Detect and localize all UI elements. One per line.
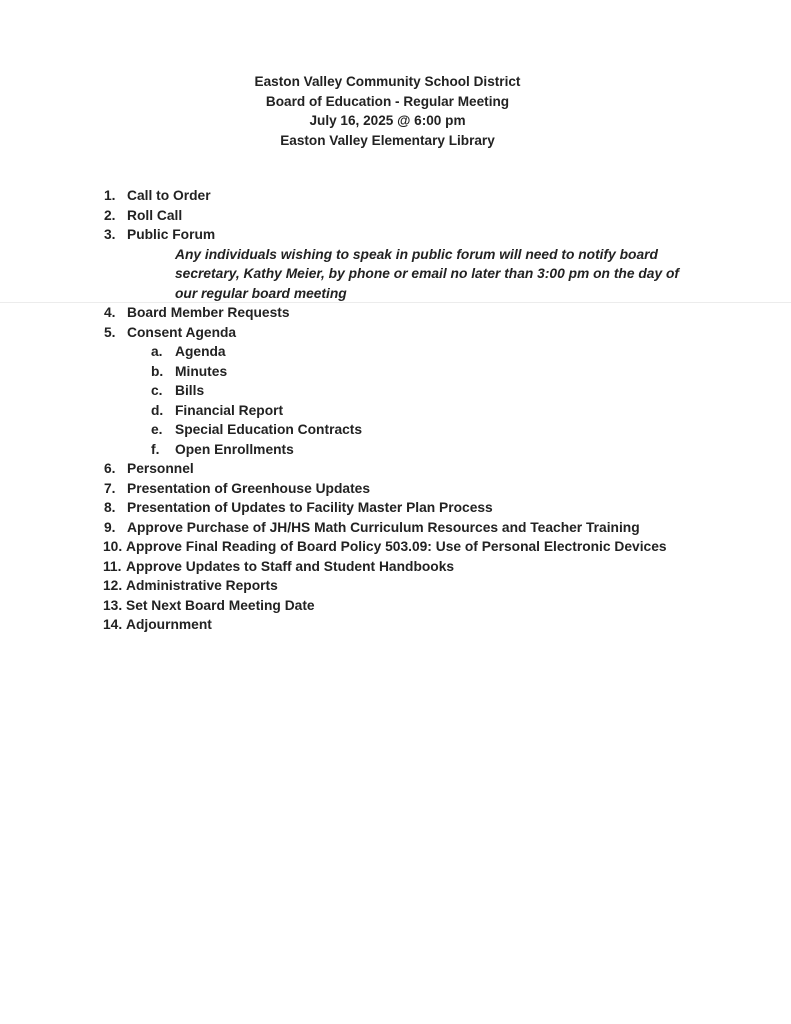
agenda-item <box>0 186 791 206</box>
agenda-item <box>0 323 791 343</box>
agenda-item <box>0 206 791 226</box>
agenda-item <box>0 596 791 616</box>
agenda-item-label: Public Forum <box>127 227 216 242</box>
consent-subitem <box>0 401 791 421</box>
agenda-item-label: Administrative Reports <box>126 578 278 593</box>
agenda-item-label: Set Next Board Meeting Date <box>126 597 315 613</box>
subitem-label: Open Enrollments <box>175 441 294 457</box>
agenda-item-label: Approve Purchase of JH/HS Math Curriculum Resources and Teacher Training <box>127 519 640 535</box>
agenda-item-label: Approve Updates to Staff and Student Handbooks <box>126 558 455 574</box>
agenda-item-number: 14. <box>103 617 123 632</box>
agenda-item <box>0 303 791 323</box>
subitem-letter: b. <box>151 363 164 379</box>
meeting-datetime: July 16, 2025 @ 6:00 pm <box>309 113 466 129</box>
subitem-label: Bills <box>175 383 205 398</box>
agenda-item-label: Adjournment <box>126 617 212 632</box>
consent-subitem <box>0 342 791 362</box>
agenda-item <box>0 557 791 577</box>
agenda-item-number: 10. <box>103 539 123 554</box>
agenda-item-label: Roll Call <box>127 207 183 223</box>
agenda-item-label: Presentation of Updates to Facility Master Plan Process <box>127 500 493 515</box>
agenda-item-number: 3. <box>104 227 116 242</box>
subitem-label: Financial Report <box>175 402 284 418</box>
subitem-label: Agenda <box>175 344 226 359</box>
agenda-item-label: Presentation of Greenhouse Updates <box>127 480 371 496</box>
agenda-item <box>0 225 791 245</box>
agenda-item-number: 1. <box>104 188 116 203</box>
agenda-item-number: 6. <box>104 461 116 476</box>
agenda-item <box>0 479 791 499</box>
agenda-item <box>0 518 791 538</box>
agenda-item-number: 12. <box>103 578 123 593</box>
agenda-item-number: 8. <box>104 500 116 515</box>
agenda-item-label: Personnel <box>127 461 194 476</box>
subitem-label: Minutes <box>175 363 228 379</box>
consent-subitem <box>0 362 791 382</box>
agenda-item-number: 5. <box>104 324 116 340</box>
meeting-location: Easton Valley Elementary Library <box>280 132 495 148</box>
agenda-item-label: Approve Final Reading of Board Policy 503.09: Use of Personal Electronic Devices <box>126 539 667 554</box>
district-name: Easton Valley Community School District <box>254 74 521 89</box>
agenda-header <box>0 72 775 150</box>
agenda-item-label: Board Member Requests <box>127 305 290 320</box>
consent-subitem <box>0 440 791 460</box>
agenda-list <box>0 186 791 635</box>
meeting-type: Board of Education - Regular Meeting <box>265 93 510 109</box>
agenda-item-number: 2. <box>104 207 116 223</box>
agenda-item <box>0 615 791 635</box>
agenda-item-label: Call to Order <box>127 188 211 203</box>
agenda-item-number: 4. <box>104 305 116 320</box>
agenda-item-number: 9. <box>104 519 116 535</box>
subitem-letter: f. <box>151 441 160 457</box>
subitem-letter: c. <box>151 383 163 398</box>
agenda-item-label: Consent Agenda <box>127 324 237 340</box>
agenda-item-number: 7. <box>104 480 116 496</box>
subitem-label: Special Education Contracts <box>175 422 363 437</box>
agenda-item-number: 13. <box>103 597 123 613</box>
subitem-letter: d. <box>151 402 164 418</box>
agenda-item <box>0 576 791 596</box>
consent-subitem <box>0 420 791 440</box>
agenda-item-number: 11. <box>103 558 122 574</box>
consent-subitem <box>0 381 791 401</box>
subitem-letter: a. <box>151 344 163 359</box>
agenda-item <box>0 459 791 479</box>
agenda-item <box>0 537 791 557</box>
agenda-item <box>0 498 791 518</box>
public-forum-note: Any individuals wishing to speak in public forum will need to notify board secretary, Kathy Meier, by phone or email no later than 3:00 pm on the day of our regular board meeting <box>175 246 679 301</box>
subitem-letter: e. <box>151 422 163 437</box>
